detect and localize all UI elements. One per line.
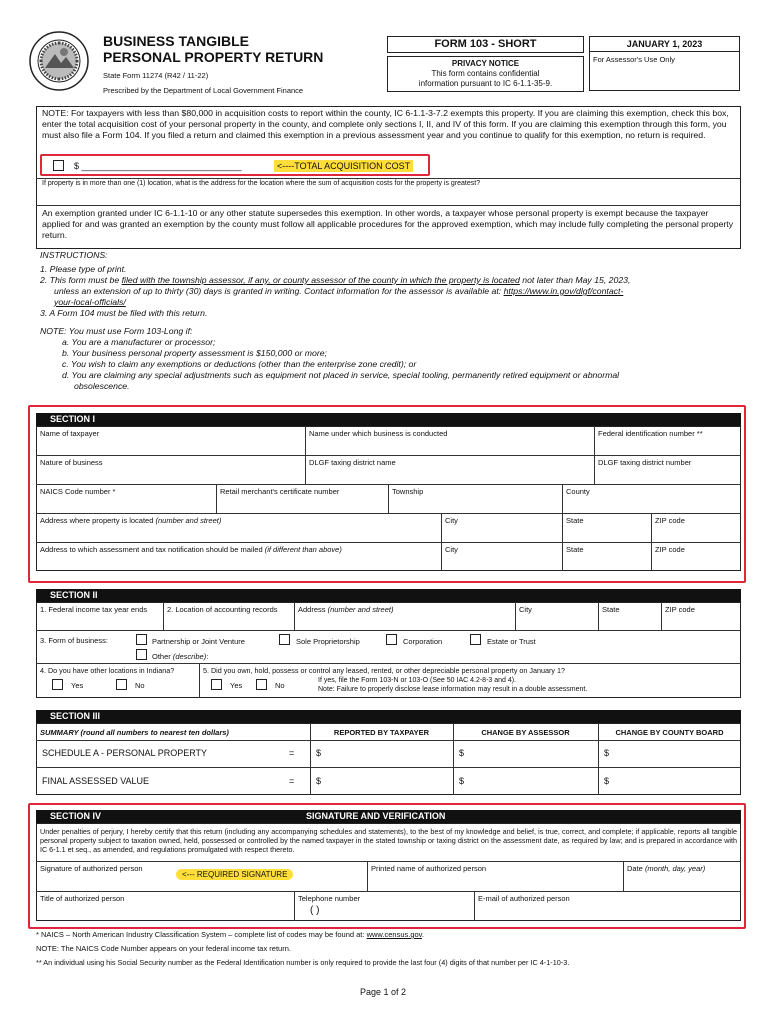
instructions xyxy=(40,250,740,392)
accounting-records-field[interactable]: 2. Location of accounting records xyxy=(167,605,278,614)
instruction-2-emphasis: filed with the township assessor, if any, or county assessor of the county in which the property is located xyxy=(121,275,520,285)
partnership-checkbox[interactable] xyxy=(136,634,147,645)
form-103-long-note: NOTE: You must use Form 103-Long if: xyxy=(40,326,193,336)
nature-of-business-field[interactable]: Nature of business xyxy=(40,458,103,467)
naics-tax-return-note: NOTE: The NAICS Code Number appears on your federal income tax return. xyxy=(36,944,291,953)
mailing-state-field[interactable]: State xyxy=(566,545,584,554)
assessor-use-label: For Assessor's Use Only xyxy=(593,55,675,64)
property-address-hint: (number and street) xyxy=(155,516,222,525)
schedule-a-taxpayer-field[interactable]: $ xyxy=(316,748,322,758)
email-field[interactable]: E-mail of authorized person xyxy=(478,894,570,903)
state-form-number: State Form 11274 (R42 / 11-22) xyxy=(103,71,209,80)
property-zip-field[interactable]: ZIP code xyxy=(655,516,685,525)
other-hint: (describe) xyxy=(172,652,207,661)
instructions-title: INSTRUCTIONS: xyxy=(40,250,108,260)
property-address-field[interactable] xyxy=(40,516,221,525)
other-business-checkbox[interactable] xyxy=(136,649,147,660)
sole-proprietorship-label: Sole Proprietorship xyxy=(296,637,360,646)
estate-trust-checkbox[interactable] xyxy=(470,634,481,645)
section-2-title: SECTION II xyxy=(50,590,98,600)
naics-footnote-text: * NAICS – North American Industry Classification System – complete list of codes may be found at: xyxy=(36,930,367,939)
property-state-field[interactable]: State xyxy=(566,516,584,525)
acquisition-cost-field[interactable]: $ ________________________________ xyxy=(74,161,242,171)
records-address-hint: (number and street) xyxy=(327,605,394,614)
condition-d-cont: obsolescence. xyxy=(74,381,130,391)
property-city-field[interactable]: City xyxy=(445,516,458,525)
signature-date-field[interactable] xyxy=(627,864,705,873)
instruction-2-extension: unless an extension of up to thirty (30) days is granted in writing. Contact information for the assessor is available at: xyxy=(54,286,504,296)
records-address-label: Address xyxy=(298,605,328,614)
assessor-use-box xyxy=(589,36,740,91)
taxing-district-number-field[interactable]: DLGF taxing district number xyxy=(598,458,692,467)
privacy-notice-box xyxy=(387,56,584,92)
exemption-note-text: NOTE: For taxpayers with less than $80,000 in acquisition costs to report within the county, IC 6-1.1-3-7.2 exempts this property. If you are claiming this exemption, check this box, enter the total acquisition cost of your personal property in the county, and complete only sections I, II, and IV of this form. If you are claiming this exemption through this form, you must also file a Form 104. If you filed a return and claimed this exemption in a previous assessment year and you continue to qualify for this exemption, no return is required. xyxy=(42,108,729,141)
mailing-address-label: Address to which assessment and tax notification should be mailed xyxy=(40,545,265,554)
condition-d: d. You are claiming any special adjustments such as equipment not placed in service, special tooling, permanently retired equipment or abnormal xyxy=(62,370,620,380)
naics-code-field[interactable]: NAICS Code number * xyxy=(40,487,116,496)
required-signature-label: <--- REQUIRED SIGNATURE xyxy=(176,869,293,880)
change-by-assessor-header: CHANGE BY ASSESSOR xyxy=(481,728,570,737)
state-seal xyxy=(28,30,90,92)
instruction-2-deadline: not later than May 15, 2023, xyxy=(519,275,631,285)
privacy-line-2: information pursuant to IC 6-1.1-35-9. xyxy=(418,79,553,88)
leased-property-question: 5. Did you own, hold, possess or control any leased, rented, or other depreciable personal property on January 1? xyxy=(203,666,565,675)
corporation-checkbox[interactable] xyxy=(386,634,397,645)
other-label: Other xyxy=(152,652,173,661)
records-city-field[interactable]: City xyxy=(519,605,532,614)
section-1-header xyxy=(36,413,741,426)
leased-note-2: Note: Failure to properly disclose lease information may result in a double assessment. xyxy=(318,686,588,693)
instruction-2-cont xyxy=(40,286,740,297)
schedule-a-equals: = xyxy=(289,748,295,758)
printed-name-field[interactable]: Printed name of authorized person xyxy=(371,864,487,873)
estate-trust-label: Estate or Trust xyxy=(487,637,536,646)
signature-field[interactable]: Signature of authorized person xyxy=(40,864,143,873)
final-assessed-assessor-field[interactable]: $ xyxy=(459,776,465,786)
other-locations-no-label: No xyxy=(135,681,145,690)
signature-date-label: Date xyxy=(627,864,645,873)
final-assessed-taxpayer-field[interactable]: $ xyxy=(316,776,322,786)
summary-header: SUMMARY (round all numbers to nearest ten dollars) xyxy=(40,728,229,737)
change-by-county-header: CHANGE BY COUNTY BOARD xyxy=(615,728,724,737)
ssn-footnote: ** An individual using his Social Security number as the Federal Identification number is only required to provide the last four (4) digits of that number per IC 4-1-10-3. xyxy=(36,958,570,967)
reported-by-taxpayer-header: REPORTED BY TAXPAYER xyxy=(333,728,430,737)
page-number: Page 1 of 2 xyxy=(360,987,407,997)
location-question: If property is in more than one (1) location, what is the address for the location where the sum of acquisition costs for the property is greatest? xyxy=(42,180,481,187)
leased-yes-checkbox[interactable] xyxy=(211,679,222,690)
schedule-a-label: SCHEDULE A - PERSONAL PROPERTY xyxy=(42,748,208,758)
form-name: FORM 103 - SHORT xyxy=(434,38,537,50)
partnership-label: Partnership or Joint Venture xyxy=(152,637,245,646)
records-state-field[interactable]: State xyxy=(602,605,620,614)
taxpayer-name-field[interactable]: Name of taxpayer xyxy=(40,429,100,438)
schedule-a-county-field[interactable]: $ xyxy=(604,748,610,758)
title-line-1: BUSINESS TANGIBLE xyxy=(103,33,249,49)
mailing-city-field[interactable]: City xyxy=(445,545,458,554)
final-assessed-value-label: FINAL ASSESSED VALUE xyxy=(42,776,150,786)
section-3-title: SECTION III xyxy=(50,711,101,721)
signature-date-hint: (month, day, year) xyxy=(644,864,706,873)
other-business-label xyxy=(152,652,208,661)
retail-certificate-field[interactable]: Retail merchant's certificate number xyxy=(220,487,340,496)
exemption-checkbox[interactable] xyxy=(53,160,64,171)
mailing-zip-field[interactable]: ZIP code xyxy=(655,545,685,554)
naics-footnote-end: . xyxy=(421,930,424,939)
other-locations-no-checkbox[interactable] xyxy=(116,679,127,690)
telephone-area-code: ( ) xyxy=(310,905,320,916)
business-name-field[interactable]: Name under which business is conducted xyxy=(309,429,448,438)
leased-yes-label: Yes xyxy=(230,681,243,690)
schedule-a-assessor-field[interactable]: $ xyxy=(459,748,465,758)
section-2-header xyxy=(36,589,741,602)
instruction-2 xyxy=(40,275,740,286)
leased-no-checkbox[interactable] xyxy=(256,679,267,690)
instruction-1: 1. Please type of print. xyxy=(40,264,127,274)
exemption-supersede-text: An exemption granted under IC 6-1.1-10 or any other statute supersedes this exemption. In other words, a taxpayer whose personal property is exempt because the taxpayer applied for and was granted an exemption by the county must follow all applicable procedures for the approved exemption, which may include fully completing the personal property return. xyxy=(42,208,734,241)
condition-c: c. You wish to claim any exemptions or deductions (other than the enterprise zone credit); or xyxy=(62,359,417,369)
other-locations-yes-checkbox[interactable] xyxy=(52,679,63,690)
form-of-business-label: 3. Form of business: xyxy=(40,636,108,645)
records-address-field[interactable] xyxy=(298,605,393,614)
title-field[interactable]: Title of authorized person xyxy=(40,894,125,903)
tax-year-end-field[interactable]: 1. Federal income tax year ends xyxy=(40,605,148,614)
federal-id-field[interactable]: Federal identification number ** xyxy=(598,429,703,438)
mailing-address-hint: (if different than above) xyxy=(264,545,342,554)
condition-b: b. Your business personal property assessment is $150,000 or more; xyxy=(62,348,327,358)
sole-proprietorship-checkbox[interactable] xyxy=(279,634,290,645)
mailing-address-field[interactable] xyxy=(40,545,342,554)
final-assessed-county-field[interactable]: $ xyxy=(604,776,610,786)
section-4-title: SECTION IV xyxy=(50,811,102,821)
instruction-3: 3. A Form 104 must be filed with this return. xyxy=(40,308,208,318)
privacy-line-1: This form contains confidential xyxy=(431,69,540,78)
corporation-label: Corporation xyxy=(403,637,443,646)
section-3-header xyxy=(36,710,741,723)
instruction-2-text: 2. This form must be xyxy=(40,275,122,285)
other-colon: : xyxy=(206,652,209,661)
leased-note-1: If yes, file the Form 103-N or 103-O (See 50 IAC 4.2-8-3 and 4). xyxy=(318,677,517,684)
property-address-label: Address where property is located xyxy=(40,516,156,525)
form-name-box xyxy=(387,36,584,53)
section-1-title: SECTION I xyxy=(50,414,96,424)
leased-no-label: No xyxy=(275,681,285,690)
signature-verification-title: SIGNATURE AND VERIFICATION xyxy=(306,811,446,821)
telephone-field[interactable]: Telephone number xyxy=(298,894,361,903)
final-assessed-equals: = xyxy=(289,776,295,786)
assessor-contact-link-cont[interactable]: your-local-officials/ xyxy=(54,297,126,307)
total-acquisition-cost-label: <----TOTAL ACQUISITION COST xyxy=(274,160,413,172)
prescribed-by: Prescribed by the Department of Local Government Finance xyxy=(103,86,304,95)
section-4-header xyxy=(36,810,741,823)
taxing-district-name-field[interactable]: DLGF taxing district name xyxy=(309,458,396,467)
other-locations-question: 4. Do you have other locations in Indiana? xyxy=(40,666,175,675)
perjury-statement: Under penalties of perjury, I hereby certify that this return (including any accompanying schedules and statements), to the best of my knowledge and belief, is true, correct, and complete; if applicable, reports all tangible personal property subject to taxation owned, held, possessed or controlled by the named taxpayer in the stated township or taxing district on the assessment date, as required by law; and is prepared in accordance with IC 6-1.1 et seq., as amended, and regulations promulgated with respect thereto. xyxy=(40,827,737,855)
naics-footnote xyxy=(36,930,424,939)
county-field[interactable]: County xyxy=(566,487,590,496)
condition-a: a. You are a manufacturer or processor; xyxy=(62,337,216,347)
census-link[interactable]: www.census.gov xyxy=(366,930,422,939)
tax-year-date: JANUARY 1, 2023 xyxy=(590,37,739,52)
other-locations-yes-label: Yes xyxy=(71,681,84,690)
form-title xyxy=(103,33,323,65)
privacy-title: PRIVACY NOTICE xyxy=(451,59,520,68)
title-line-2: PERSONAL PROPERTY RETURN xyxy=(103,49,324,65)
records-zip-field[interactable]: ZIP code xyxy=(665,605,695,614)
township-field[interactable]: Township xyxy=(392,487,424,496)
assessor-contact-link[interactable]: https://www.in.gov/dlgf/contact- xyxy=(503,286,624,296)
